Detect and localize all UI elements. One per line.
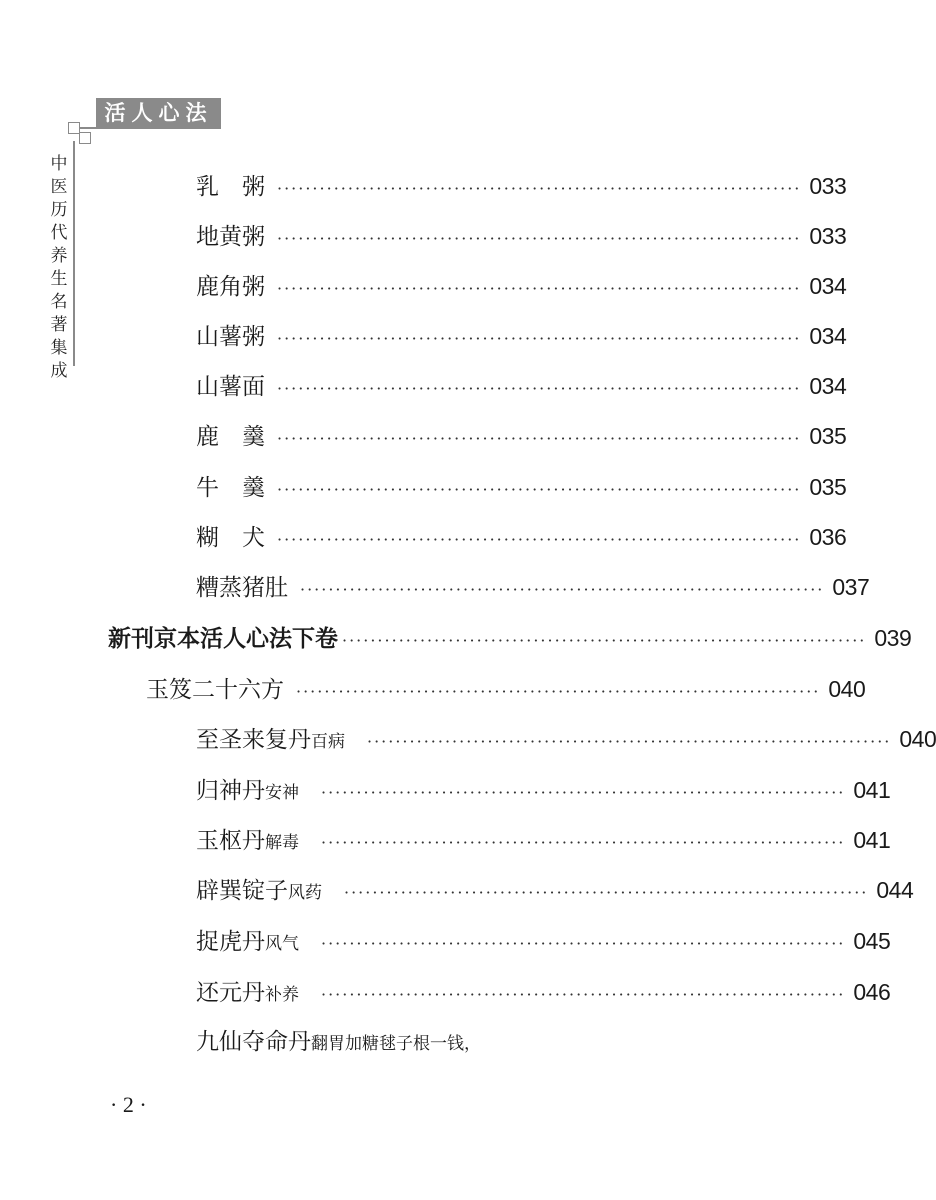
toc-leader-dots: ·········································································· <box>321 985 846 1004</box>
toc-entry-title: 糟蒸猪肚 <box>196 575 288 601</box>
toc-entry[interactable] <box>196 467 847 507</box>
toc-entry-title: 玉笈二十六方 <box>146 677 284 703</box>
toc-entry-note: 安神 <box>265 783 299 803</box>
side-rule <box>73 141 75 366</box>
toc-entry-note: 百病 <box>311 732 345 752</box>
series-char: 成 <box>50 361 68 381</box>
toc-entry-name: 玉枢丹 <box>196 828 265 854</box>
toc-entry-page: 034 <box>809 373 847 399</box>
toc-entry-page: 034 <box>809 273 847 299</box>
toc-entry[interactable] <box>196 416 847 456</box>
toc-entry-title <box>196 922 299 964</box>
series-title <box>48 153 70 383</box>
toc-entry-title: 山薯粥 <box>196 324 265 350</box>
toc-entry-title <box>196 1022 481 1064</box>
series-char: 名 <box>50 292 68 312</box>
toc-entry-name: 辟巽锭子 <box>196 878 288 904</box>
toc-entry[interactable] <box>196 719 936 759</box>
toc-leader-dots: ·········································································· <box>277 480 802 499</box>
series-char: 集 <box>50 338 68 358</box>
toc-volume-entry[interactable] <box>108 618 912 658</box>
toc-entry-page: 046 <box>853 979 891 1005</box>
toc-leader-dots: ·········································································· <box>296 682 821 701</box>
series-char: 养 <box>50 246 68 266</box>
toc-entry[interactable] <box>196 216 847 256</box>
toc-leader-dots: ·········································································· <box>321 783 846 802</box>
toc-entry[interactable] <box>196 567 870 607</box>
book-title-tab: 活人心法 <box>96 98 221 128</box>
toc-entry[interactable] <box>196 770 891 810</box>
toc-entry-page: 035 <box>809 423 847 449</box>
toc-entry-page: 041 <box>853 827 891 853</box>
toc-entry-title: 鹿 羹 <box>196 424 265 450</box>
toc-entry-name: 还元丹 <box>196 980 265 1006</box>
toc-entry[interactable] <box>196 166 847 206</box>
toc-entry-note: 风药 <box>288 883 322 903</box>
toc-entry[interactable] <box>196 921 891 961</box>
toc-entry-title: 糊 犬 <box>196 525 265 551</box>
toc-entry-note: 解毒 <box>265 833 299 853</box>
toc-leader-dots: ·········································································· <box>367 732 892 751</box>
toc-leader-dots: ·········································································· <box>277 229 802 248</box>
toc-entry-page: 033 <box>809 173 847 199</box>
corner-ornament <box>79 132 91 144</box>
toc-entry-title <box>196 720 345 762</box>
toc-entry[interactable] <box>196 1022 690 1062</box>
toc-entry[interactable] <box>196 266 847 306</box>
toc-entry-page: 036 <box>809 524 847 550</box>
toc-leader-dots: ·········································································· <box>344 883 869 902</box>
toc-entry[interactable] <box>196 366 847 406</box>
toc-leader-dots: ·········································································· <box>300 580 825 599</box>
toc-leader-dots: ·········································································· <box>277 329 802 348</box>
toc-entry-title: 鹿角粥 <box>196 274 265 300</box>
toc-entry-note: 翻胃加糖毬子根一钱， <box>311 1034 481 1054</box>
toc-leader-dots: ·········································································· <box>342 631 867 650</box>
series-char: 历 <box>50 200 68 220</box>
toc-entry-title <box>196 771 299 813</box>
page-number: · 2 · <box>110 1092 147 1117</box>
toc-entry-title <box>196 973 299 1015</box>
toc-entry-title: 乳 粥 <box>196 174 265 200</box>
toc-entry-note: 风气 <box>265 934 299 954</box>
toc-entry[interactable] <box>196 316 847 356</box>
series-char: 医 <box>50 177 68 197</box>
toc-leader-dots: ·········································································· <box>277 179 802 198</box>
toc-entry-page: 039 <box>874 625 912 651</box>
toc-entry-page: 034 <box>809 323 847 349</box>
header-rule <box>80 127 221 129</box>
toc-entry[interactable] <box>196 820 891 860</box>
toc-section-entry[interactable] <box>146 669 866 709</box>
toc-leader-dots: ·········································································· <box>277 429 802 448</box>
toc-entry-name: 归神丹 <box>196 778 265 804</box>
toc-entry-page: 035 <box>809 474 847 500</box>
toc-entry-page: 041 <box>853 777 891 803</box>
toc-entry[interactable] <box>196 517 847 557</box>
toc-entry[interactable] <box>196 972 891 1012</box>
series-char: 生 <box>50 269 68 289</box>
toc-entry-name: 九仙夺命丹 <box>196 1029 311 1055</box>
series-char: 中 <box>50 154 68 174</box>
toc-entry-note: 补养 <box>265 985 299 1005</box>
toc-leader-dots: ·········································································· <box>321 934 846 953</box>
series-char: 著 <box>50 315 68 335</box>
toc-entry-title <box>196 821 299 863</box>
toc-entry-page: 040 <box>899 726 936 752</box>
series-char: 代 <box>50 223 68 243</box>
toc-entry-page: 045 <box>853 928 891 954</box>
toc-leader-dots: ·········································································· <box>277 379 802 398</box>
toc-leader-dots: ·········································································· <box>277 279 802 298</box>
toc-entry-page: 040 <box>828 676 866 702</box>
toc-entry-title <box>196 871 322 913</box>
toc-leader-dots: ·········································································· <box>321 833 846 852</box>
toc-leader-dots: ·········································································· <box>277 530 802 549</box>
toc-entry-name: 至圣来复丹 <box>196 727 311 753</box>
toc-entry-title: 新刊京本活人心法下卷 <box>108 626 338 652</box>
toc-entry-title: 地黄粥 <box>196 224 265 250</box>
toc-entry-title: 山薯面 <box>196 374 265 400</box>
toc-entry-name: 捉虎丹 <box>196 929 265 955</box>
toc-entry-title: 牛 羹 <box>196 475 265 501</box>
toc-entry-page: 044 <box>876 877 914 903</box>
toc-entry-page: 033 <box>809 223 847 249</box>
toc-entry-page: 037 <box>832 574 870 600</box>
toc-entry[interactable] <box>196 870 914 910</box>
